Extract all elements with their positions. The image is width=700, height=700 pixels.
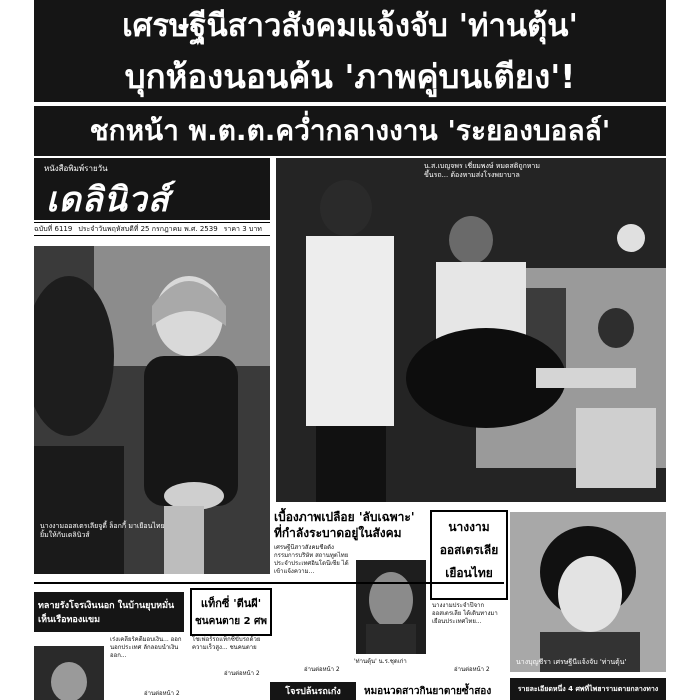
beauty-box-continued: อ่านต่อหน้า 2 (454, 666, 490, 673)
masthead-tagline: หนังสือพิมพ์รายวัน (44, 164, 108, 173)
headline-line-3: ชกหน้า พ.ต.ต.คว่ำกลางงาน 'ระยองบอลล์' (34, 104, 666, 156)
left-story-headline: ทลายรังโจรเงินนอก ในบ้านยุบหมั่นเห็นเรือทองแขม (38, 601, 175, 625)
photo-small-bottom-image (34, 646, 104, 700)
masthead-title: เดลินิวส์ (46, 180, 170, 220)
left-story-head-box (34, 592, 184, 632)
photo-small-bottom (34, 646, 104, 700)
column-rule (34, 582, 504, 584)
beauty-box-line-1: นางงาม (448, 520, 490, 534)
photo-main-news (276, 158, 666, 502)
story-headline-b: ที่กำลังระบาดอยู่ในสังคม (274, 526, 402, 540)
beauty-queen-box (430, 510, 508, 600)
story-body: เศรษฐีนีสาวสังคมชื่อดัง กรรมการบริษัท สถานทูตไทยประจำประเทศอินโดนีเซีย ได้เข้าแจ้งความ... (274, 544, 349, 575)
issue-date: ประจำวันพฤหัสบดีที่ 25 กรกฎาคม พ.ศ. 2539 (78, 224, 218, 233)
masthead (34, 158, 270, 220)
headline-line-1: เศรษฐีนีสาวสังคมแจ้งจับ 'ท่านตุ้น' (34, 0, 666, 50)
story-headline-a: เบื้องภาพเปลือย 'ลับเฉพาะ' (274, 510, 415, 524)
photo-woman-portrait (510, 512, 666, 672)
issue-info-bar (34, 222, 270, 236)
issue-number: ฉบับที่ 6119 (34, 224, 73, 233)
bottom-headline-right: รายละเอียดหนึ่ง 4 ศพที่ไพฮารามตายกลางทาง (510, 678, 666, 700)
photo-beauty-queen (34, 246, 270, 574)
newspaper-front-page (34, 0, 666, 700)
taxi-headline: แท็กซี่ 'ตีนผี' (200, 597, 262, 610)
bottom-headline-left: โจรปล้นรถเก๋ง (270, 682, 356, 700)
main-photo-caption: น.ส.เบญจพร เชี่ยมพงษ์ หมดสติถูกหามขึ้นรถ... ต้องหามส่งโรงพยาบาล (424, 162, 540, 179)
issue-price: ราคา 3 บาท (223, 224, 262, 233)
taxi-story-box (190, 588, 272, 636)
beauty-box-line-3: เยือนไทย (445, 566, 493, 580)
woman-photo-caption: นางบุญชีรา เศรษฐีนีแจ้งจับ 'ท่านตุ้น' (516, 658, 627, 666)
man-caption: 'ท่านตุ้น' น.ร.ชุดเก่า (354, 658, 407, 665)
taxi-body: โชเฟอร์รถแท็กซี่ขับรถด้วยความเร็วสูง... ชนคนตาย (192, 636, 261, 651)
beauty-box-body: นางงามประจำปีจากออสเตรเลีย ได้เดินทางมาเยือนประเทศไทย... (432, 602, 498, 625)
left-story-body: เร่งเคลียร์คดีมอบเงิน... ออกนอกประเทศ ลักลอบนำเงินออก... (110, 636, 182, 659)
left-photo-caption: นางงามออสเตรเลียจูดี้ ล็อกกี้ มาเยือนไทย ยิ้มให้กับเดลินิวส์ (40, 522, 165, 539)
photo-man (356, 560, 426, 654)
headline-line-2: บุกห้องนอนค้น 'ภาพคู่บนเตียง'! (34, 50, 666, 102)
beauty-box-line-2: ออสเตรเลีย (439, 543, 499, 557)
photo-man-image (356, 560, 426, 654)
story-continued: อ่านต่อหน้า 2 (304, 666, 340, 673)
taxi-headline-2: ชนคนตาย 2 ศพ (195, 616, 267, 627)
taxi-continued: อ่านต่อหน้า 2 (224, 670, 260, 677)
photo-main-news-image (276, 158, 666, 502)
bottom-headline-mid: หมอนวดสาวกินยาตายซ้ำสอง (364, 686, 492, 697)
left-story-continued: อ่านต่อหน้า 2 (144, 690, 180, 697)
photo-woman-portrait-image (510, 512, 666, 672)
